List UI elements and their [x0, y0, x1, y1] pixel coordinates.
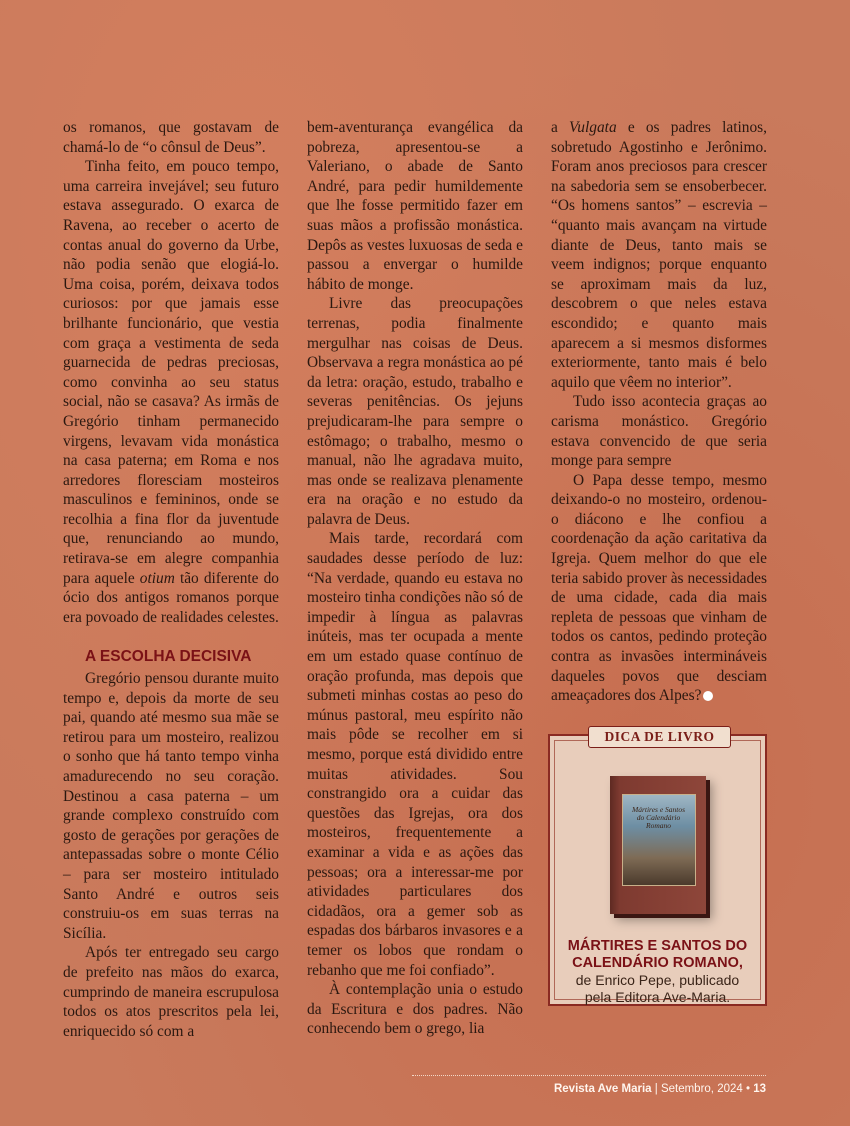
- section-heading: A ESCOLHA DECISIVA: [85, 648, 252, 666]
- paragraph: os romanos, que gostavam de chamá-lo de “o cônsul de Deus”.: [63, 119, 279, 156]
- page-footer: [412, 1083, 766, 1095]
- paragraph-text: Tinha feito, em pouco tempo, uma carreira invejável; seu futuro estava assegurado. O exarca de Ravena, ao receber o acerto de contas anual do governo da Urbe, não podia senão que elogiá-lo. Uma coisa, porém, deixava todos curiosos: por que jamais esse brilhante funcionário, que vestia com graça a vestimenta de seda guarnecida de pedras preciosas, como convinha ao seu status social, não se casava? As irmãs de Gregório tinham permanecido virgens, levavam vida monástica na casa paterna; em Roma e nos arredores floresciam mosteiros masculinos e femininos, onde se recolhia a fina flor da juventude que, renunciando ao mundo, retirava-se em alegre companhia para aquele: [63, 158, 279, 587]
- book-tip-box: [548, 729, 767, 1006]
- magazine-name: Revista Ave Maria: [553, 1083, 652, 1095]
- paragraph-text: tão diferente do ócio dos antigos romanos porque era povoado de realidades celestes.: [63, 569, 279, 626]
- paragraph: Tudo isso acontecia graças ao carisma monástico. Gregório estava convencido de que seria monge para sempre: [551, 393, 767, 470]
- text-column-3: [551, 118, 767, 706]
- book-cover-title: Mártires e Santos do Calendário Romano: [631, 805, 686, 830]
- text-column-1: [63, 118, 279, 1041]
- book-title: MÁRTIRES E SANTOS DO CALENDÁRIO ROMANO,: [567, 938, 748, 971]
- footer-divider: [412, 1075, 766, 1076]
- italic-term: otium: [139, 569, 175, 587]
- paragraph: Livre das preocupações terrenas, podia finalmente mergulhar nas coisas de Deus. Observava a regra monástica ao pé da letra: oração, estudo, trabalho e severas penitências. Os jejuns prejudicaram-lhe para sempre o estômago; o trabalho, mesmo o manual, não lhe agradava muito, mas onde se realizava plenamente era na oração e no estudo da palavra de Deus.: [307, 295, 523, 528]
- paragraph: [63, 157, 279, 627]
- book-tip-banner: DICA DE LIVRO: [588, 726, 731, 748]
- paragraph: Mais tarde, recordará com saudades desse período de luz: “Na verdade, quando eu estava no mosteiro tinha condições não só de impedir à língua as palavras inúteis, mas ter ocupada a mente em um estado quase contínuo de oração profunda, mas depois que submeti minhas costas ao peso do múnus pastoral, meu espírito não mais pôde se recolher em si mesmo, porque está dividido entre muitas atividades. Sou constrangido ora a cuidar das questões das Igrejas, ora dos mosteiros, frequentemente a examinar a vida e as ações das pessoas; ora a interessar-me por atividades particulares dos cidadãos, ora a gemer sob as espadas dos bárbaros invasores e a temer os lobos que rondam o rebanho que me foi confiado”.: [307, 530, 523, 979]
- paragraph-text: e os padres latinos, sobretudo Agostinho e Jerônimo. Foram anos preciosos para crescer na sabedoria sem se ensoberbecer. “Os homens santos” – escrevia – “quanto mais avançam na virtude diante de Deus, tanto mais se veem indignos; porque enquanto se aproximam mais da luz, descobrem o que neles estava escondido; e quanto mais aparecem a si mesmos disformes exteriormente, tanto mais é belo aquilo que vêem no interior”.: [551, 119, 767, 391]
- page-number: 13: [753, 1083, 766, 1095]
- paragraph-text: a: [551, 119, 558, 136]
- book-author: de Enrico Pepe, publicado pela Editora Ave-Maria.: [575, 972, 740, 1005]
- book-cover-image: [610, 776, 706, 914]
- issue-date: | Setembro, 2024 •: [654, 1083, 750, 1095]
- paragraph: À contemplação unia o estudo da Escritura e dos padres. Não conhecendo bem o grego, lia: [307, 981, 523, 1038]
- paragraph: [551, 118, 767, 392]
- paragraph: bem-aventurança evangélica da pobreza, apresentou-se a Valeriano, o abade de Santo André, para pedir humildemente que lhe fosse permitido fazer em suas mãos a profissão monástica. Depôs as vestes luxuosas de seda e passou a envergar o humilde hábito de monge.: [307, 119, 523, 293]
- italic-term: Vulgata: [569, 119, 617, 136]
- paragraph-text: O Papa desse tempo, mesmo deixando-o no mosteiro, ordenou-o diácono e lhe confiou a coordenação da ação caritativa da Igreja. Quem melhor do que ele teria sabido prover às necessidades de uma cidade, cada dia mais repleta de pessoas que vinham de todos os cantos, pedindo proteção contra as invasões intermináveis daqueles povos que desciam ameaçadores dos Alpes?: [551, 471, 767, 705]
- paragraph: [551, 471, 767, 706]
- paragraph: Após ter entregado seu cargo de prefeito nas mãos do exarca, cumprindo de maneira escrupulosa todos os atos prescritos pela lei, enriquecido só com a: [63, 944, 279, 1040]
- end-mark-icon: [703, 691, 713, 701]
- text-column-2: [307, 118, 523, 1039]
- paragraph: Gregório pensou durante muito tempo e, depois da morte de seu pai, quando até mesmo sua mãe se retirou para um mosteiro, realizou o sonho que há tanto tempo vinha amadurecendo no seu coração. Destinou a casa paterna – um grande complexo construído com gosto de gerações por gerações de antepassadas sobre o monte Célio – para ser mosteiro intitulado Santo André e outros seis construiu-os em suas terras na Sicília.: [63, 670, 279, 942]
